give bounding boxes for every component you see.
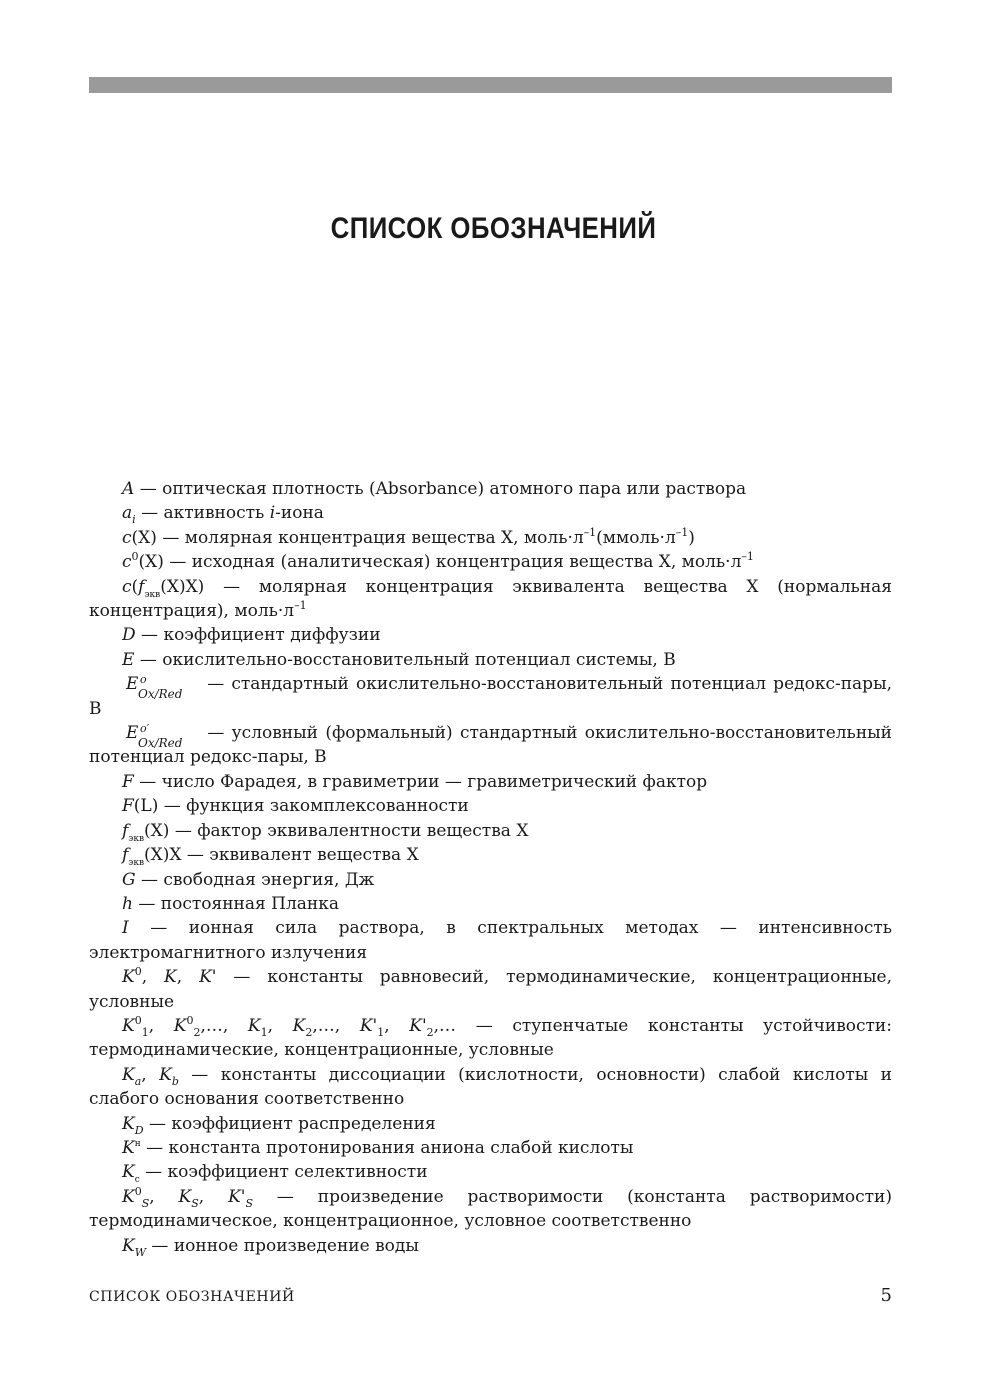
list-item: $K^н$ — константа протонирования аниона слабой кислоты [122,1137,634,1158]
list-item: $f_{экв}(X)$ — фактор эквивалентности вещества X [122,820,529,844]
page-number: 5 [880,1285,892,1306]
running-footer: СПИСОК ОБОЗНАЧЕНИЙ [89,1289,295,1305]
page-title: СПИСОК ОБОЗНАЧЕНИЙ [330,212,657,245]
list-item: A — оптическая плотность (Absorbance) атомного пара или раствора [122,479,747,499]
notation-list [89,477,892,1258]
list-item: $K^0$, K, K' — константы равновесий, термодинамические, концентрационные, условные [89,965,892,1012]
header-rule [89,77,892,93]
list-item: $f_{экв}(X)X$ — эквивалент вещества X [122,845,419,869]
list-item: G — свободная энергия, Дж [122,869,375,890]
list-item: D — коэффициент диффузии [122,625,381,646]
list-item: $c(f_{экв}(X)X)$ — молярная концентрация эквивалента вещества X (нормальная концентрация), $моль\cdot л^{-1}$ [89,576,892,622]
list-item: E o′ Ox/Red — условный (формальный) стандартный окислительно-восстановительный потенциал редокс-пары, В [89,722,893,768]
list-item: $K_a$, $K_b$ — константы диссоциации (кислотности, основности) слабой кислоты и слабого основания соответственно [89,1064,893,1110]
list-item: c(X) — молярная концентрация вещества X, $моль\cdot л^{-1}(ммоль\cdot л^{-1})$ [122,525,695,548]
list-item: $a_i$ — активность i-иона [122,503,324,527]
list-item: h — постоянная Планка [122,893,339,914]
list-item: F — число Фарадея, в гравиметрии — гравиметрический фактор [122,771,708,792]
list-item: F(L) — функция закомплексованности [122,796,469,817]
list-item: E o Ox/Red — стандартный окислительно-восстановительный потенциал редокс-пары, В [89,673,893,719]
list-item: $K^0_1$, $K^0_2,\dots$, $K_1$, $K_2,\dots$, $K'_1$, $K'_2,\dots$ — ступенчатые константы устойчивости: термодинамические, концентрационные, условные [89,1013,892,1061]
list-item: $K_с$ — коэффициент селективности [122,1162,428,1186]
list-item: $K_D$ — коэффициент распределения [122,1113,436,1137]
list-item: $K_W$ — ионное произведение воды [122,1235,419,1259]
list-item: I — ионная сила раствора, в спектральных методах — интенсивность электромагнитного излучения [89,918,893,963]
list-item: $K^0_S$, $K_S$, $K'_S$ — произведение растворимости (константа растворимости) термодинамическое, концентрационное, условное соответственно [89,1184,893,1232]
list-item: $c^0(X)$ — исходная (аналитическая) концентрация вещества X, $моль\cdot л^{-1}$ [122,550,754,573]
list-item: E — окислительно-восстановительный потенциал системы, В [122,649,676,670]
